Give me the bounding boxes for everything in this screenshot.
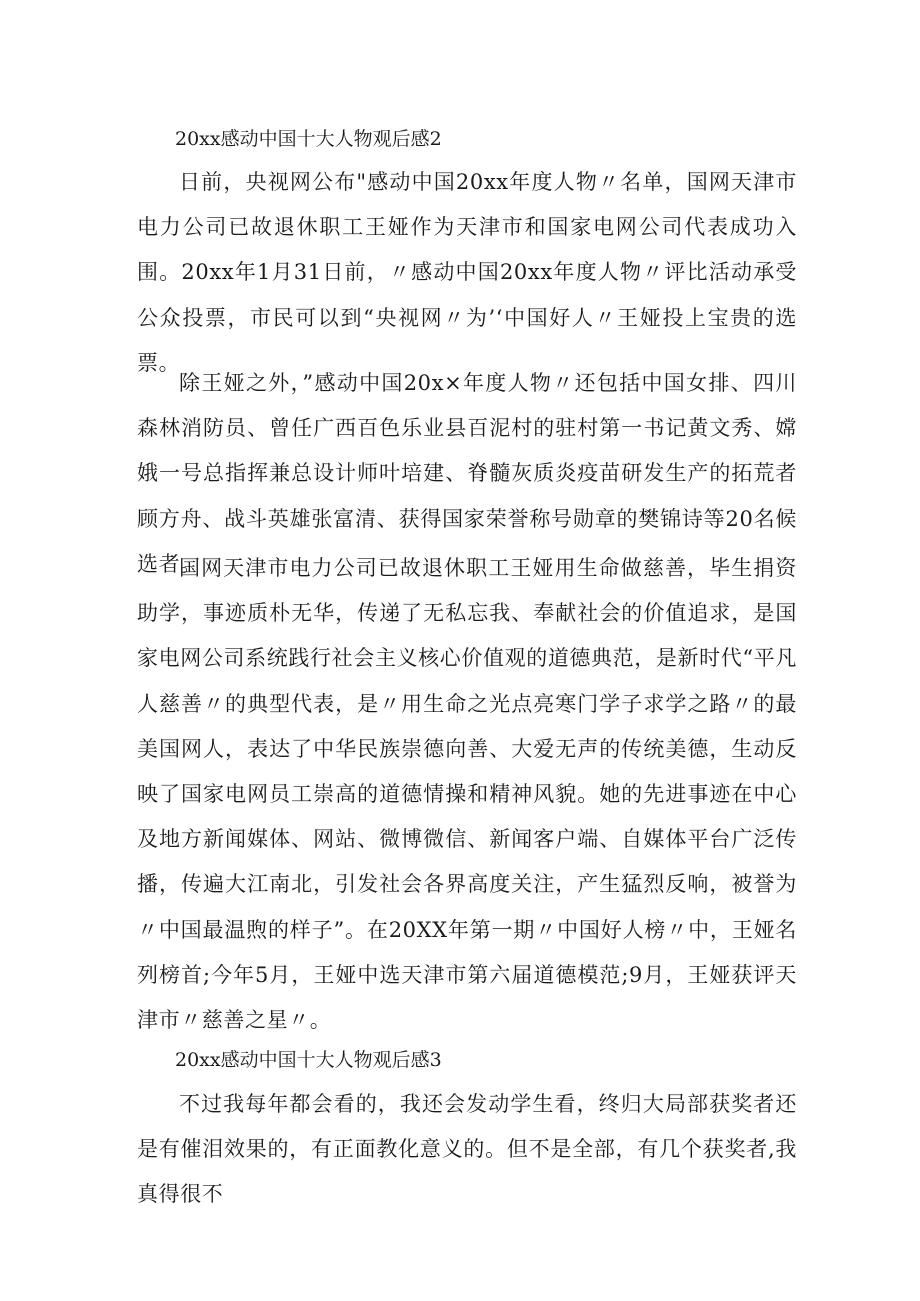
section-heading-2: 20xx感动中国十大人物观后感2 xyxy=(175,128,442,150)
paragraph-reflection: 不过我每年都会看的，我还会发动学生看，终归大局部获奖者还是有催泪效果的，有正面教化意义的。但不是全部，有几个获奖者,我真得很不 xyxy=(137,1092,797,1207)
section-heading-3: 20xx感动中国十大人物观后感3 xyxy=(175,1049,442,1071)
paragraph-candidates: 除王娅之外，”感动中国20x×年度人物〃还包括中国女排、四川森林消防员、曾任广西百色乐业县百泥村的驻村第一书记黄文秀、嫦娥一号总指挥兼总设计师叶培建、脊髓灰质炎疫苗研发生产的拓荒者顾方舟、战斗英雄张富清、获得国家荣誉称号勋章的樊锦诗等20名候选者。 xyxy=(137,371,797,576)
paragraph-wang-ya: 国网天津市电力公司已故退休职工王娅用生命做慈善，毕生捐资助学，事迹质朴无华，传递了无私忘我、奉献社会的价值追求，是国家电网公司系统践行社会主义核心价值观的道德典范，是新时代“平凡人慈善〃的典型代表，是〃用生命之光点亮寒门学子求学之路〃的最美国网人，表达了中华民族崇德向善、大爱无声的传统美德，生动反映了国家电网员工崇高的道德情操和精神风貌。她的先进事迹在中心及地方新闻媒体、网站、微博微信、新闻客户端、自媒体平台广泛传播，传遍大江南北，引发社会各界高度关注，产生猛烈反响，被誉为〃中国最温煦的样子”。在20XX年第一期〃中国好人榜〃中，王娅名列榜首;今年5月，王娅中选天津市第六届道德模范;9月，王娅获评天津市〃慈善之星〃。 xyxy=(137,556,797,1033)
paragraph-announcement: 日前，央视网公布"感动中国20xx年度人物〃名单，国网天津市电力公司已故退休职工王娅作为天津市和国家电网公司代表成功入围。20xx年1月31日前，〃感动中国20xx年度人物〃评比活动承受公众投票，市民可以到“央视网〃为’‘中国好人〃王娅投上宝贵的选票。 xyxy=(137,170,797,375)
